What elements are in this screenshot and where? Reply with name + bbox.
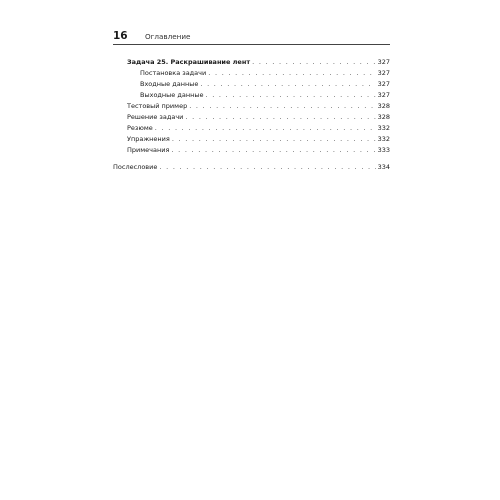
toc-entry-title: Выходные данные xyxy=(140,91,204,99)
page-header xyxy=(113,30,390,44)
toc-leader-dots xyxy=(200,79,375,90)
toc-entry-title: Тестовый пример xyxy=(127,102,188,110)
toc-entry-afterword xyxy=(113,162,390,173)
toc-entry-output-data xyxy=(113,90,390,101)
toc-page-number: 334 xyxy=(377,163,390,171)
toc-leader-dots xyxy=(208,68,375,79)
toc-page-number: 332 xyxy=(377,135,390,143)
toc-entry-title: Упражнения xyxy=(127,135,170,143)
toc-page-number: 328 xyxy=(377,113,390,121)
toc-entry-summary xyxy=(113,123,390,134)
running-title: Оглавление xyxy=(145,32,191,41)
toc-entry-problem-statement xyxy=(113,68,390,79)
toc-page-number: 327 xyxy=(377,58,390,66)
toc-leader-dots xyxy=(185,112,375,123)
toc-leader-dots xyxy=(172,134,376,145)
toc-leader-dots xyxy=(189,101,375,112)
page-number: 16 xyxy=(113,30,128,42)
toc-page-number: 327 xyxy=(377,91,390,99)
toc-leader-dots xyxy=(155,123,376,134)
toc-entry-notes xyxy=(113,145,390,156)
toc-entry-task-25 xyxy=(113,57,390,68)
toc-entry-title: Резюме xyxy=(127,124,153,132)
toc-leader-dots xyxy=(205,90,375,101)
toc-page-number: 328 xyxy=(377,102,390,110)
toc-leader-dots xyxy=(159,162,375,173)
toc-entry-title: Послесловие xyxy=(113,163,158,171)
toc-entry-title: Входные данные xyxy=(140,80,199,88)
table-of-contents xyxy=(113,57,390,173)
toc-page-number: 333 xyxy=(377,146,390,154)
toc-entry-title: Постановка задачи xyxy=(140,69,207,77)
toc-entry-title: Примечания xyxy=(127,146,170,154)
toc-leader-dots xyxy=(171,145,375,156)
toc-entry-title: Задача 25. Раскрашивание лент xyxy=(127,58,251,66)
toc-entry-title: Решение задачи xyxy=(127,113,184,121)
toc-entry-exercises xyxy=(113,134,390,145)
toc-entry-solution xyxy=(113,112,390,123)
header-rule xyxy=(113,44,390,45)
toc-page-number: 327 xyxy=(377,80,390,88)
toc-entry-input-data xyxy=(113,79,390,90)
toc-page-number: 332 xyxy=(377,124,390,132)
toc-page-number: 327 xyxy=(377,69,390,77)
toc-leader-dots xyxy=(252,57,375,68)
toc-entry-test-example xyxy=(113,101,390,112)
